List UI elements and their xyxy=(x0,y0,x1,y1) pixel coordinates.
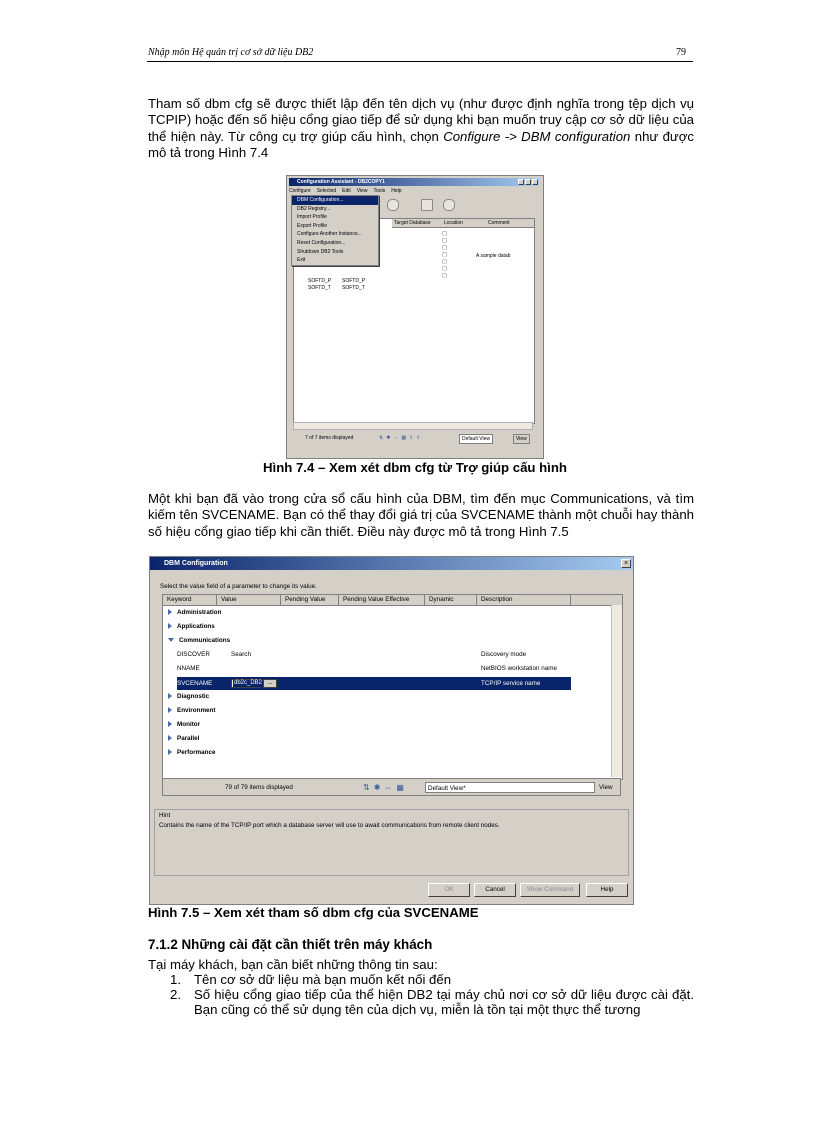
parameters-table xyxy=(162,594,623,780)
configuration-assistant-window xyxy=(286,175,544,459)
column-keyword[interactable]: Keyword xyxy=(163,595,217,605)
category-environment[interactable]: Environment xyxy=(168,707,216,714)
paragraph-intro-text: Tham số dbm cfg sẽ được thiết lập đến tên dịch vụ (như được định nghĩa trong tệp dịch vụ TCPIP) hoặc đến số hiệu cổng giao tiếp để sử dụng khi bạn muốn truy cập cơ sở dữ liệu của thể hiện này. Từ công cụ trợ giúp cấu hình, chọn xyxy=(148,96,694,144)
table-header xyxy=(163,595,622,606)
param-keyword[interactable]: DISCOVER xyxy=(177,651,210,658)
hint-label: Hint xyxy=(159,812,171,819)
column-dynamic[interactable]: Dynamic xyxy=(425,595,477,605)
menu-item-configure-another-instance[interactable]: Configure Another Instance... xyxy=(297,231,362,238)
menu-item-exit[interactable]: Exit xyxy=(297,257,306,264)
expand-icon[interactable] xyxy=(168,609,172,615)
column-comment[interactable]: Comment xyxy=(488,220,510,226)
window-title-bar xyxy=(289,178,539,186)
toolbar-icon[interactable] xyxy=(421,199,433,211)
cancel-button[interactable]: Cancel xyxy=(474,883,516,897)
expand-icon[interactable] xyxy=(168,693,172,699)
column-pending-value[interactable]: Pending Value xyxy=(281,595,339,605)
expand-icon[interactable] xyxy=(168,707,172,713)
window-title-bar xyxy=(150,557,633,570)
ok-button[interactable]: OK xyxy=(428,883,470,897)
category-diagnostic[interactable]: Diagnostic xyxy=(168,693,209,700)
param-description: Discovery mode xyxy=(481,651,527,658)
param-keyword: SVCENAME xyxy=(177,680,213,687)
param-description: TCP/IP service name xyxy=(481,680,541,687)
column-location[interactable]: Location xyxy=(444,220,463,226)
sort-filter-icons[interactable]: ⇅✱⇔▦ xyxy=(363,783,408,792)
menu-item-shutdown-tools[interactable]: Shutdown DB2 Tools xyxy=(297,248,344,255)
items-count: 7 of 7 items displayed xyxy=(305,435,354,441)
category-monitor[interactable]: Monitor xyxy=(168,721,200,728)
close-icon[interactable]: × xyxy=(621,559,631,568)
menu-item-reset-configuration[interactable]: Reset Configuration... xyxy=(297,239,346,246)
expand-icon[interactable] xyxy=(168,749,172,755)
help-icon[interactable] xyxy=(443,199,455,211)
toolbar-icon[interactable] xyxy=(387,199,399,211)
minimize-icon[interactable] xyxy=(518,179,524,185)
view-button[interactable]: View xyxy=(599,784,613,791)
figure-caption-7-5: Hình 7.5 – Xem xét tham số dbm cfg của SVCENAME xyxy=(148,905,479,920)
window-title: Configuration Assistant - DB2COPY1 xyxy=(297,179,385,185)
help-button[interactable]: Help xyxy=(586,883,628,897)
location-icons: ◻ ◻ ◻ ◻ ◻ ◻ ◻ xyxy=(442,231,447,279)
param-description: NetBIOS workstation name xyxy=(481,665,557,672)
menu-item-export-profile[interactable]: Export Profile xyxy=(297,222,328,229)
running-header-title: Nhập môn Hệ quản trị cơ sở dữ liệu DB2 xyxy=(148,47,314,58)
list-item[interactable]: SOFTD_T SOFTD_T xyxy=(308,285,365,291)
hint-panel xyxy=(154,809,629,876)
category-applications[interactable]: Applications xyxy=(168,623,215,630)
view-button[interactable]: View xyxy=(513,434,530,444)
vertical-scrollbar[interactable] xyxy=(611,605,622,777)
category-parallel[interactable]: Parallel xyxy=(168,735,199,742)
collapse-icon[interactable] xyxy=(168,638,174,642)
paragraph-intro-tail: như được mô tả trong Hình 7.4 xyxy=(148,128,694,161)
expand-icon[interactable] xyxy=(168,735,172,741)
toolbar xyxy=(381,197,541,211)
hint-text: Contains the name of the TCP/IP port which a database server will use to await communications from remote client nodes. xyxy=(159,822,500,829)
menu-item-dbm-configuration[interactable]: DBM Configuration... xyxy=(292,196,378,205)
menu-path-emphasis: Configure -> DBM configuration xyxy=(443,128,631,144)
category-performance[interactable]: Performance xyxy=(168,749,216,756)
selected-row-svcename[interactable] xyxy=(177,677,571,690)
menu-help[interactable]: Help xyxy=(391,188,402,194)
expand-icon[interactable] xyxy=(168,623,172,629)
list-item[interactable]: SOFTD_P SOFTD_P xyxy=(308,278,366,284)
menu-tools[interactable]: Tools xyxy=(373,188,386,194)
header-rule xyxy=(147,61,693,62)
dbm-configuration-window xyxy=(149,556,634,905)
menu-edit[interactable]: Edit xyxy=(342,188,351,194)
list-text: Tên cơ sở dữ liệu mà bạn muốn kết nối đến xyxy=(194,972,452,987)
figure-caption-7-4: Hình 7.4 – Xem xét dbm cfg từ Trợ giúp cấu hình xyxy=(263,460,567,475)
page-number: 79 xyxy=(676,47,686,58)
column-value[interactable]: Value xyxy=(217,595,281,605)
paragraph-intro xyxy=(148,96,694,162)
column-description[interactable]: Description xyxy=(477,595,571,605)
section-intro: Tại máy khách, bạn cần biết những thông tin sau: xyxy=(148,957,438,972)
list-text: Số hiệu cổng giao tiếp của thể hiện DB2 tại máy chủ nơi cơ sở dữ liệu được cài đặt. Bạn cũng có thể sử dụng tên của dịch vụ, miễn là tồn tại một thực thể tương xyxy=(194,987,694,1017)
show-command-button[interactable]: Show Command xyxy=(520,883,580,897)
menu-item-db2-registry[interactable]: DB2 Registry... xyxy=(297,205,331,212)
view-selector[interactable]: Default View* xyxy=(425,782,595,793)
instruction-text: Select the value field of a parameter to change its value. xyxy=(160,583,317,590)
menu-configure[interactable]: Configure xyxy=(289,188,311,194)
sort-filter-icons[interactable]: ⇅✱⇔▦⇩⇧ xyxy=(379,435,424,441)
items-count: 79 of 79 items displayed xyxy=(225,784,293,791)
comment-cell: A sample datab xyxy=(476,253,511,259)
menu-selected[interactable]: Selected xyxy=(316,188,337,194)
column-pending-value-effective[interactable]: Pending Value Effective xyxy=(339,595,425,605)
category-administration[interactable]: Administration xyxy=(168,609,221,616)
menu-bar xyxy=(289,187,539,195)
param-keyword[interactable]: NNAME xyxy=(177,665,200,672)
column-target-database[interactable]: Target Database xyxy=(394,220,431,226)
status-bar xyxy=(293,432,533,444)
list-number: 1. xyxy=(170,972,181,987)
list-header xyxy=(392,219,534,228)
list-number: 2. xyxy=(170,987,181,1002)
paragraph-communications: Một khi bạn đã vào trong cửa sổ cấu hình của DBM, tìm đến mục Communications, và tìm kiếm tên SVCENAME. Bạn có thể thay đổi giá trị của SVCENAME thành một chuỗi hay thành số hiệu cổng giao tiếp khi cần thiết. Điều này được mô tả trong Hình 7.5 xyxy=(148,491,694,539)
view-selector[interactable]: Default View xyxy=(459,434,493,444)
section-heading: 7.1.2 Những cài đặt cần thiết trên máy khách xyxy=(148,937,433,952)
maximize-icon[interactable] xyxy=(525,179,531,185)
svcename-value-input[interactable]: db2c_DB2 xyxy=(231,679,261,688)
menu-item-import-profile[interactable]: Import Profile xyxy=(297,214,327,221)
expand-icon[interactable] xyxy=(168,721,172,727)
browse-button[interactable]: ... xyxy=(263,679,277,688)
close-icon[interactable] xyxy=(532,179,538,185)
status-bar xyxy=(162,778,621,796)
configure-dropdown-menu xyxy=(291,195,379,266)
horizontal-scrollbar[interactable] xyxy=(293,422,533,430)
category-communications[interactable]: Communications xyxy=(168,637,230,644)
window-title: DBM Configuration xyxy=(164,560,228,567)
param-value[interactable]: Search xyxy=(231,651,251,658)
menu-view[interactable]: View xyxy=(356,188,368,194)
